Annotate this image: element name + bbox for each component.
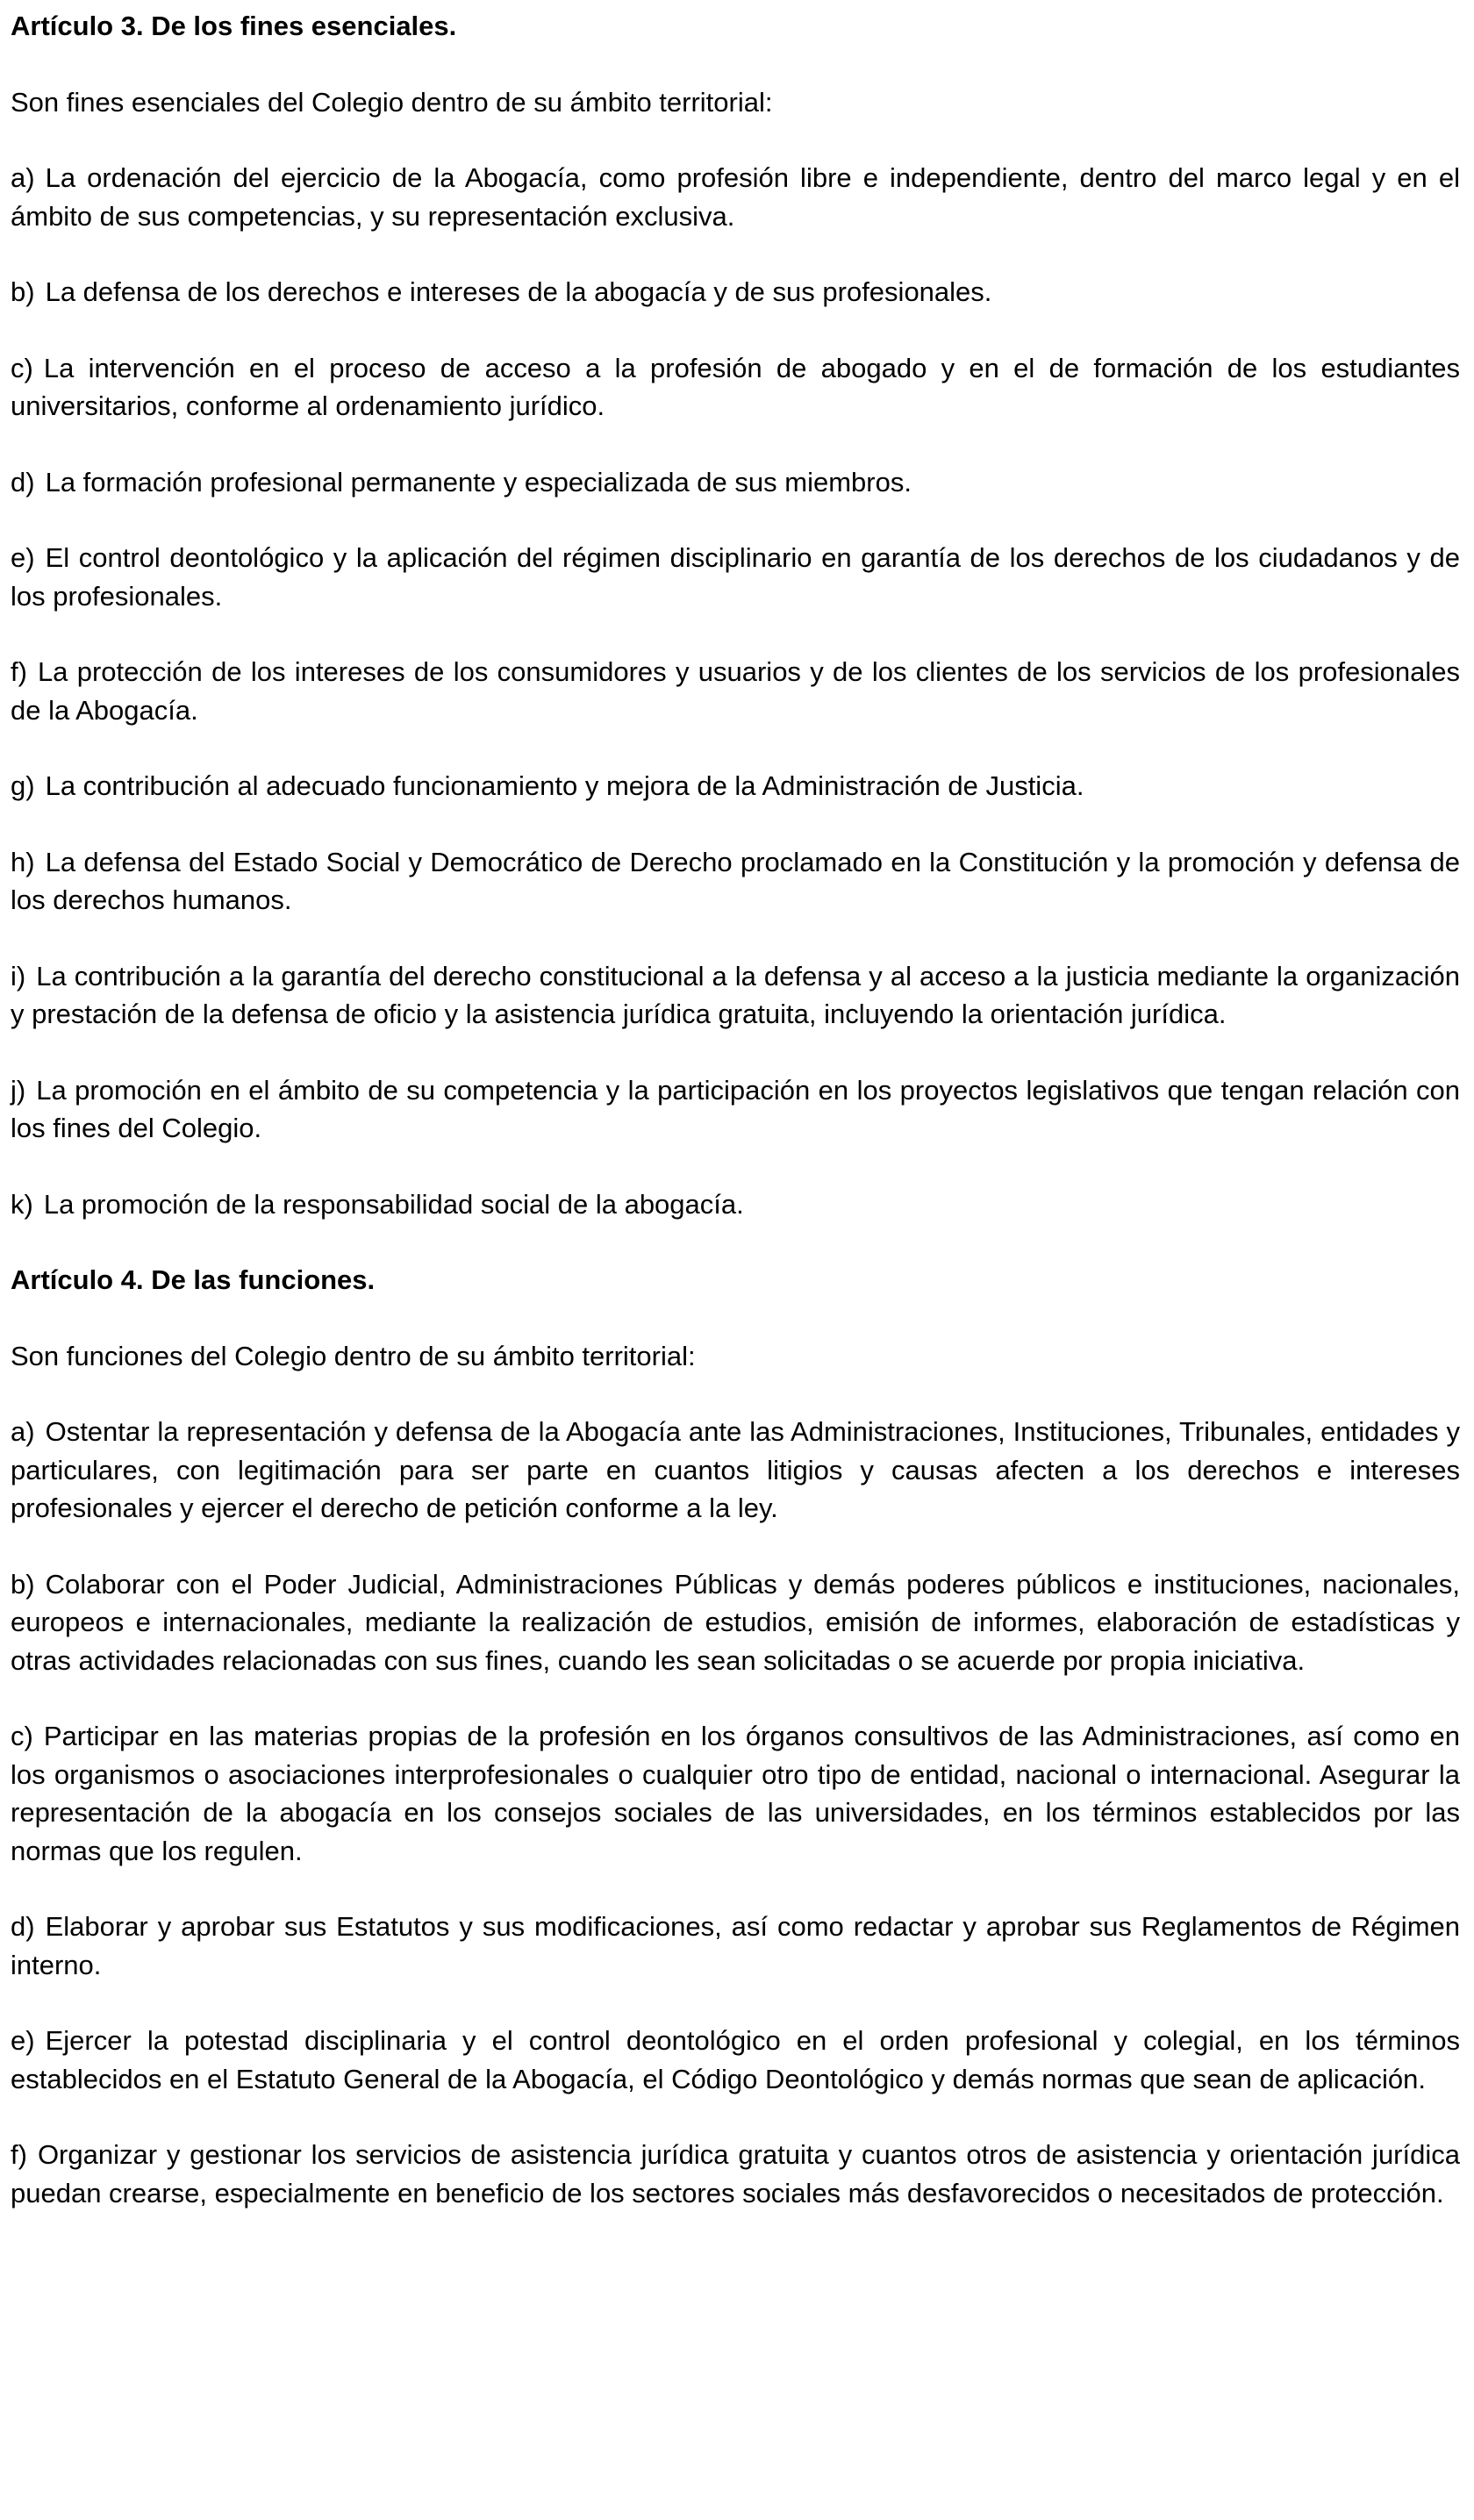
article-3-item-i bbox=[11, 957, 1460, 1034]
item-text: Elaborar y aprobar sus Estatutos y sus modificaciones, así como redactar y aprobar sus Reglamentos de Régimen interno. bbox=[11, 1911, 1460, 1980]
item-letter: k) bbox=[11, 1188, 33, 1220]
article-3-item-j bbox=[11, 1071, 1460, 1148]
article-3-intro: Son fines esenciales del Colegio dentro de su ámbito territorial: bbox=[11, 86, 773, 118]
article-4-item-f bbox=[11, 2136, 1460, 2212]
article-4-item-c bbox=[11, 1717, 1460, 1870]
article-3-item-h bbox=[11, 843, 1460, 920]
article-3-heading: Artículo 3. De los fines esenciales. bbox=[11, 11, 457, 41]
article-3-item-c bbox=[11, 349, 1460, 426]
item-text: Colaborar con el Poder Judicial, Administraciones Públicas y demás poderes públicos e instituciones, nacionales, europeos e internacionales, mediante la realización de estudios, emisión de informes, elaboración de estadísticas y otras actividades relacionadas con sus fines, cuando les sean solicitadas o se acuerde por propia iniciativa. bbox=[11, 1568, 1460, 1676]
article-4-item-b bbox=[11, 1565, 1460, 1680]
item-letter: b) bbox=[11, 1568, 35, 1600]
item-letter: f) bbox=[11, 2139, 27, 2170]
article-4-heading: Artículo 4. De las funciones. bbox=[11, 1264, 376, 1295]
item-text: La contribución al adecuado funcionamiento y mejora de la Administración de Justicia. bbox=[45, 770, 1084, 801]
item-text: Participar en las materias propias de la profesión en los órganos consultivos de las Administraciones, así como en los organismos o asociaciones interprofesionales o cualquier otro tipo de entidad, nacional o internacional. Asegurar la representación de la abogacía en los consejos sociales de las universidades, en los términos establecidos por las normas que los regulen. bbox=[11, 1721, 1460, 1866]
item-letter: i) bbox=[11, 960, 26, 992]
item-letter: f) bbox=[11, 656, 27, 687]
item-letter: j) bbox=[11, 1074, 26, 1106]
article-3-item-a bbox=[11, 159, 1460, 235]
article-4-item-a bbox=[11, 1413, 1460, 1528]
item-letter: a) bbox=[11, 1416, 35, 1447]
item-letter: b) bbox=[11, 276, 35, 307]
item-text: La intervención en el proceso de acceso a la profesión de abogado y en el de formación de los estudiantes universitarios, conforme al ordenamiento jurídico. bbox=[11, 352, 1460, 421]
item-text: La protección de los intereses de los consumidores y usuarios y de los clientes de los servicios de los profesionales de la Abogacía. bbox=[11, 656, 1460, 726]
document-page bbox=[11, 0, 1460, 2250]
item-text: El control deontológico y la aplicación del régimen disciplinario en garantía de los derechos de los ciudadanos y de los profesionales. bbox=[11, 542, 1460, 612]
item-text: Ejercer la potestad disciplinaria y el control deontológico en el orden profesional y colegial, en los términos establecidos en el Estatuto General de la Abogacía, el Código Deontológico y demás normas que sean de aplicación. bbox=[11, 2025, 1460, 2094]
item-text: La formación profesional permanente y especializada de sus miembros. bbox=[45, 466, 912, 498]
item-letter: h) bbox=[11, 846, 35, 877]
article-3-item-d bbox=[11, 463, 1460, 502]
item-letter: g) bbox=[11, 770, 35, 801]
article-4-item-e bbox=[11, 2022, 1460, 2098]
item-letter: d) bbox=[11, 466, 35, 498]
item-letter: e) bbox=[11, 2025, 35, 2056]
item-letter: e) bbox=[11, 542, 35, 573]
article-3-item-f bbox=[11, 653, 1460, 729]
item-text: Ostentar la representación y defensa de la Abogacía ante las Administraciones, Instituciones, Tribunales, entidades y particulares, con legitimación para ser parte en cuantos litigios y causas afecten a los derechos e intereses profesionales y ejercer el derecho de petición conforme a la ley. bbox=[11, 1416, 1460, 1523]
item-text: La defensa del Estado Social y Democrático de Derecho proclamado en la Constitución y la promoción y defensa de los derechos humanos. bbox=[11, 846, 1460, 915]
article-3-item-g bbox=[11, 767, 1460, 805]
item-text: La promoción de la responsabilidad social de la abogacía. bbox=[43, 1188, 744, 1220]
item-letter: a) bbox=[11, 162, 35, 193]
article-3-item-e bbox=[11, 539, 1460, 615]
item-text: La defensa de los derechos e intereses de la abogacía y de sus profesionales. bbox=[45, 276, 992, 307]
item-text: La contribución a la garantía del derecho constitucional a la defensa y al acceso a la justicia mediante la organización y prestación de la defensa de oficio y la asistencia jurídica gratuita, incluyendo la orientación jurídica. bbox=[11, 960, 1460, 1029]
article-3-item-b bbox=[11, 273, 1460, 311]
item-text: La promoción en el ámbito de su competencia y la participación en los proyectos legislativos que tengan relación con los fines del Colegio. bbox=[11, 1074, 1460, 1143]
item-letter: c) bbox=[11, 1721, 33, 1751]
article-4-intro: Son funciones del Colegio dentro de su ámbito territorial: bbox=[11, 1340, 696, 1371]
item-letter: d) bbox=[11, 1911, 35, 1942]
article-4-item-d bbox=[11, 1908, 1460, 1984]
article-3-item-k bbox=[11, 1185, 1460, 1224]
item-text: La ordenación del ejercicio de la Abogacía, como profesión libre e independiente, dentro del marco legal y en el ámbito de sus competencias, y su representación exclusiva. bbox=[11, 162, 1460, 232]
item-text: Organizar y gestionar los servicios de asistencia jurídica gratuita y cuantos otros de asistencia y orientación jurídica puedan crearse, especialmente en beneficio de los sectores sociales más desfavorecidos o necesitados de protección. bbox=[11, 2139, 1460, 2209]
item-letter: c) bbox=[11, 352, 33, 383]
